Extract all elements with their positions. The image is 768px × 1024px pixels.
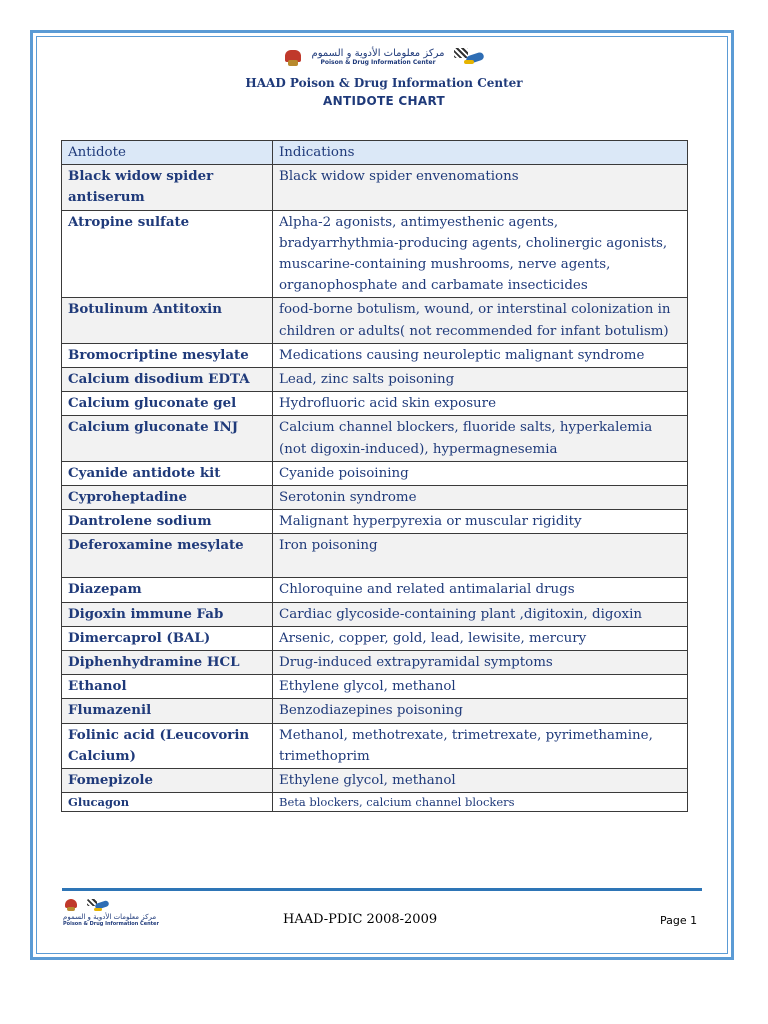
page-number: Page 1 <box>660 914 698 927</box>
antidote-cell: Bromocriptine mesylate <box>62 343 273 367</box>
indications-cell: Arsenic, copper, gold, lead, lewisite, mercury <box>273 626 688 650</box>
table-row <box>62 210 688 298</box>
footer-logo-english: Poison & Drug Information Center <box>63 921 159 927</box>
table-header-row <box>62 141 688 165</box>
table-row <box>62 769 688 793</box>
column-header-antidote: Antidote <box>62 141 273 165</box>
table-row <box>62 675 688 699</box>
emblem-icon <box>63 897 79 913</box>
indications-cell: Alpha-2 agonists, antimyesthenic agents, bradyarrhythmia-producing agents, cholinergic agonists, muscarine-containing mushrooms, nerve agents, organophosphate and carbamate insecticides <box>273 210 688 298</box>
indications-cell: Methanol, methotrexate, trimetrexate, pyrimethamine, trimethoprim <box>273 723 688 768</box>
antidote-cell: Diazepam <box>62 578 273 602</box>
footer-text: HAAD-PDIC 2008-2009 <box>283 912 438 927</box>
footer-logo-arabic: مركز معلومات الأدوية و السموم <box>63 913 157 921</box>
table-row <box>62 165 688 210</box>
pdic-logo-icon <box>452 46 486 68</box>
antidote-cell: Folinic acid (Leucovorin Calcium) <box>62 723 273 768</box>
antidote-cell: Flumazenil <box>62 699 273 723</box>
table-row <box>62 793 688 812</box>
antidote-cell: Digoxin immune Fab <box>62 602 273 626</box>
table-row <box>62 723 688 768</box>
indications-cell: Black widow spider envenomations <box>273 165 688 210</box>
table-row <box>62 510 688 534</box>
indications-cell: food-borne botulism, wound, or interstinal colonization in children or adults( not recommended for infant botulism) <box>273 298 688 343</box>
indications-cell: Malignant hyperpyrexia or muscular rigidity <box>273 510 688 534</box>
logo-english-text: Poison & Drug Information Center <box>320 59 436 66</box>
antidote-cell: Atropine sulfate <box>62 210 273 298</box>
table-row <box>62 392 688 416</box>
indications-cell: Drug-induced extrapyramidal symptoms <box>273 651 688 675</box>
table-row <box>62 486 688 510</box>
table-row <box>62 368 688 392</box>
footer-divider-accent <box>686 888 702 891</box>
indications-cell: Hydrofluoric acid skin exposure <box>273 392 688 416</box>
center-title: HAAD Poison & Drug Information Center <box>245 76 523 90</box>
pdic-logo-icon <box>85 897 111 913</box>
table-row <box>62 626 688 650</box>
antidote-cell: Dantrolene sodium <box>62 510 273 534</box>
antidote-cell: Botulinum Antitoxin <box>62 298 273 343</box>
table-row <box>62 461 688 485</box>
indications-cell: Calcium channel blockers, fluoride salts, hyperkalemia (not digoxin-induced), hypermagnesemia <box>273 416 688 461</box>
table-row <box>62 699 688 723</box>
table-row <box>62 416 688 461</box>
table-row <box>62 651 688 675</box>
antidote-cell: Ethanol <box>62 675 273 699</box>
antidote-cell: Diphenhydramine HCL <box>62 651 273 675</box>
indications-cell: Serotonin syndrome <box>273 486 688 510</box>
antidote-cell: Glucagon <box>62 793 273 812</box>
indications-cell: Cardiac glycoside-containing plant ,digitoxin, digoxin <box>273 602 688 626</box>
footer-divider <box>62 888 702 891</box>
header-logo <box>0 40 768 74</box>
indications-cell: Lead, zinc salts poisoning <box>273 368 688 392</box>
indications-cell: Chloroquine and related antimalarial drugs <box>273 578 688 602</box>
indications-cell: Ethylene glycol, methanol <box>273 675 688 699</box>
footer-logo <box>63 897 173 927</box>
indications-cell: Ethylene glycol, methanol <box>273 769 688 793</box>
indications-cell: Benzodiazepines poisoning <box>273 699 688 723</box>
antidote-table <box>61 140 688 812</box>
logo-text <box>312 48 445 66</box>
emblem-icon <box>282 46 304 68</box>
antidote-cell: Black widow spider antiserum <box>62 165 273 210</box>
table-row <box>62 578 688 602</box>
antidote-cell: Fomepizole <box>62 769 273 793</box>
chart-title: ANTIDOTE CHART <box>323 94 445 108</box>
antidote-cell: Calcium gluconate gel <box>62 392 273 416</box>
indications-cell: Iron poisoning <box>273 534 688 578</box>
table-row <box>62 343 688 367</box>
antidote-cell: Cyanide antidote kit <box>62 461 273 485</box>
indications-cell: Cyanide poisoining <box>273 461 688 485</box>
antidote-cell: Calcium disodium EDTA <box>62 368 273 392</box>
antidote-cell: Cyproheptadine <box>62 486 273 510</box>
indications-cell: Medications causing neuroleptic malignant syndrome <box>273 343 688 367</box>
antidote-cell: Calcium gluconate INJ <box>62 416 273 461</box>
page-header <box>0 40 768 108</box>
indications-cell: Beta blockers, calcium channel blockers <box>273 793 688 812</box>
antidote-cell: Dimercaprol (BAL) <box>62 626 273 650</box>
column-header-indications: Indications <box>273 141 688 165</box>
antidote-cell: Deferoxamine mesylate <box>62 534 273 578</box>
table-row <box>62 534 688 578</box>
table-row <box>62 602 688 626</box>
table-row <box>62 298 688 343</box>
logo-arabic-text: مركز معلومات الأدوية و السموم <box>311 48 445 59</box>
